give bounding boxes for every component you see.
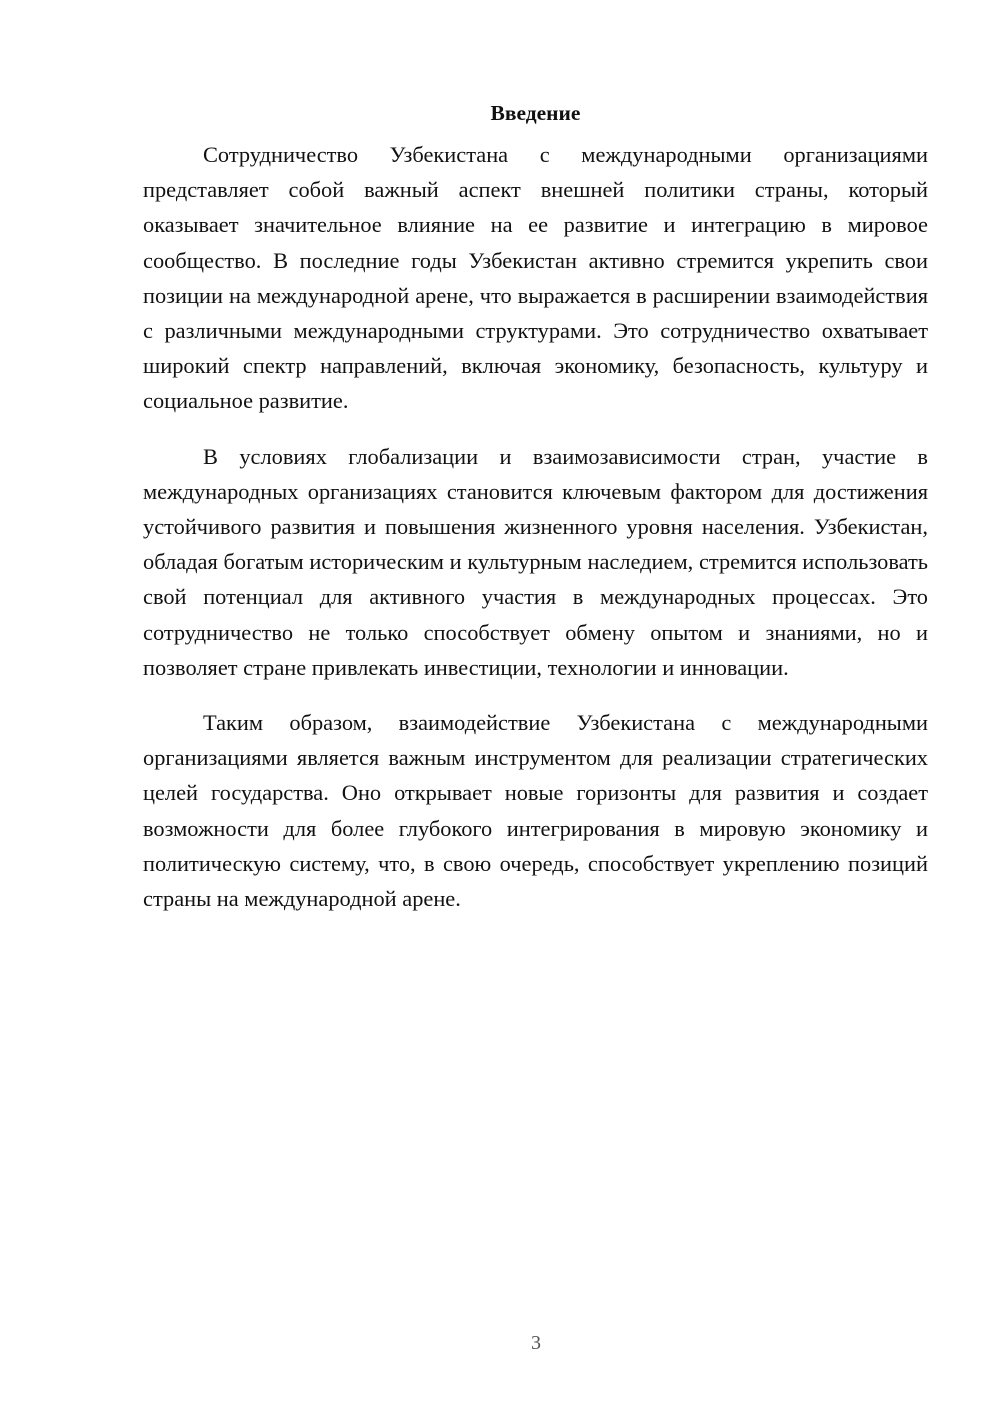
paragraph-1: Сотрудничество Узбекистана с международными организациями представляет собой важный аспект внешней политики страны, который оказывает значительное влияние на ее развитие и интеграцию в мировое сообщество. В последние годы Узбекистан активно стремится укрепить свои позиции на международной арене, что выражается в расширении взаимодействия с различными международными структурами. Это сотрудничество охватывает широкий спектр направлений, включая экономику, безопасность, культуру и социальное развитие.: [143, 142, 928, 414]
paragraph-3: Таким образом, взаимодействие Узбекистана с международными организациями является важным инструментом для реализации стратегических целей государства. Оно открывает новые горизонты для развития и создает возможности для более глубокого интегрирования в мировую экономику и политическую систему, что, в свою очередь, способствует укреплению позиций страны на международной арене.: [143, 710, 928, 912]
paragraph-2: В условиях глобализации и взаимозависимости стран, участие в международных организациях становится ключевым фактором для достижения устойчивого развития и повышения жизненного уровня населения. Узбекистан, обладая богатым историческим и культурным наследием, стремится использовать свой потенциал для активного участия в международных процессах. Это сотрудничество не только способствует обмену опытом и знаниями, но и позволяет стране привлекать инвестиции, технологии и инновации.: [143, 443, 928, 680]
page-content: [143, 96, 928, 916]
page-number: 3: [531, 1332, 541, 1354]
page-title: Введение: [490, 101, 581, 125]
